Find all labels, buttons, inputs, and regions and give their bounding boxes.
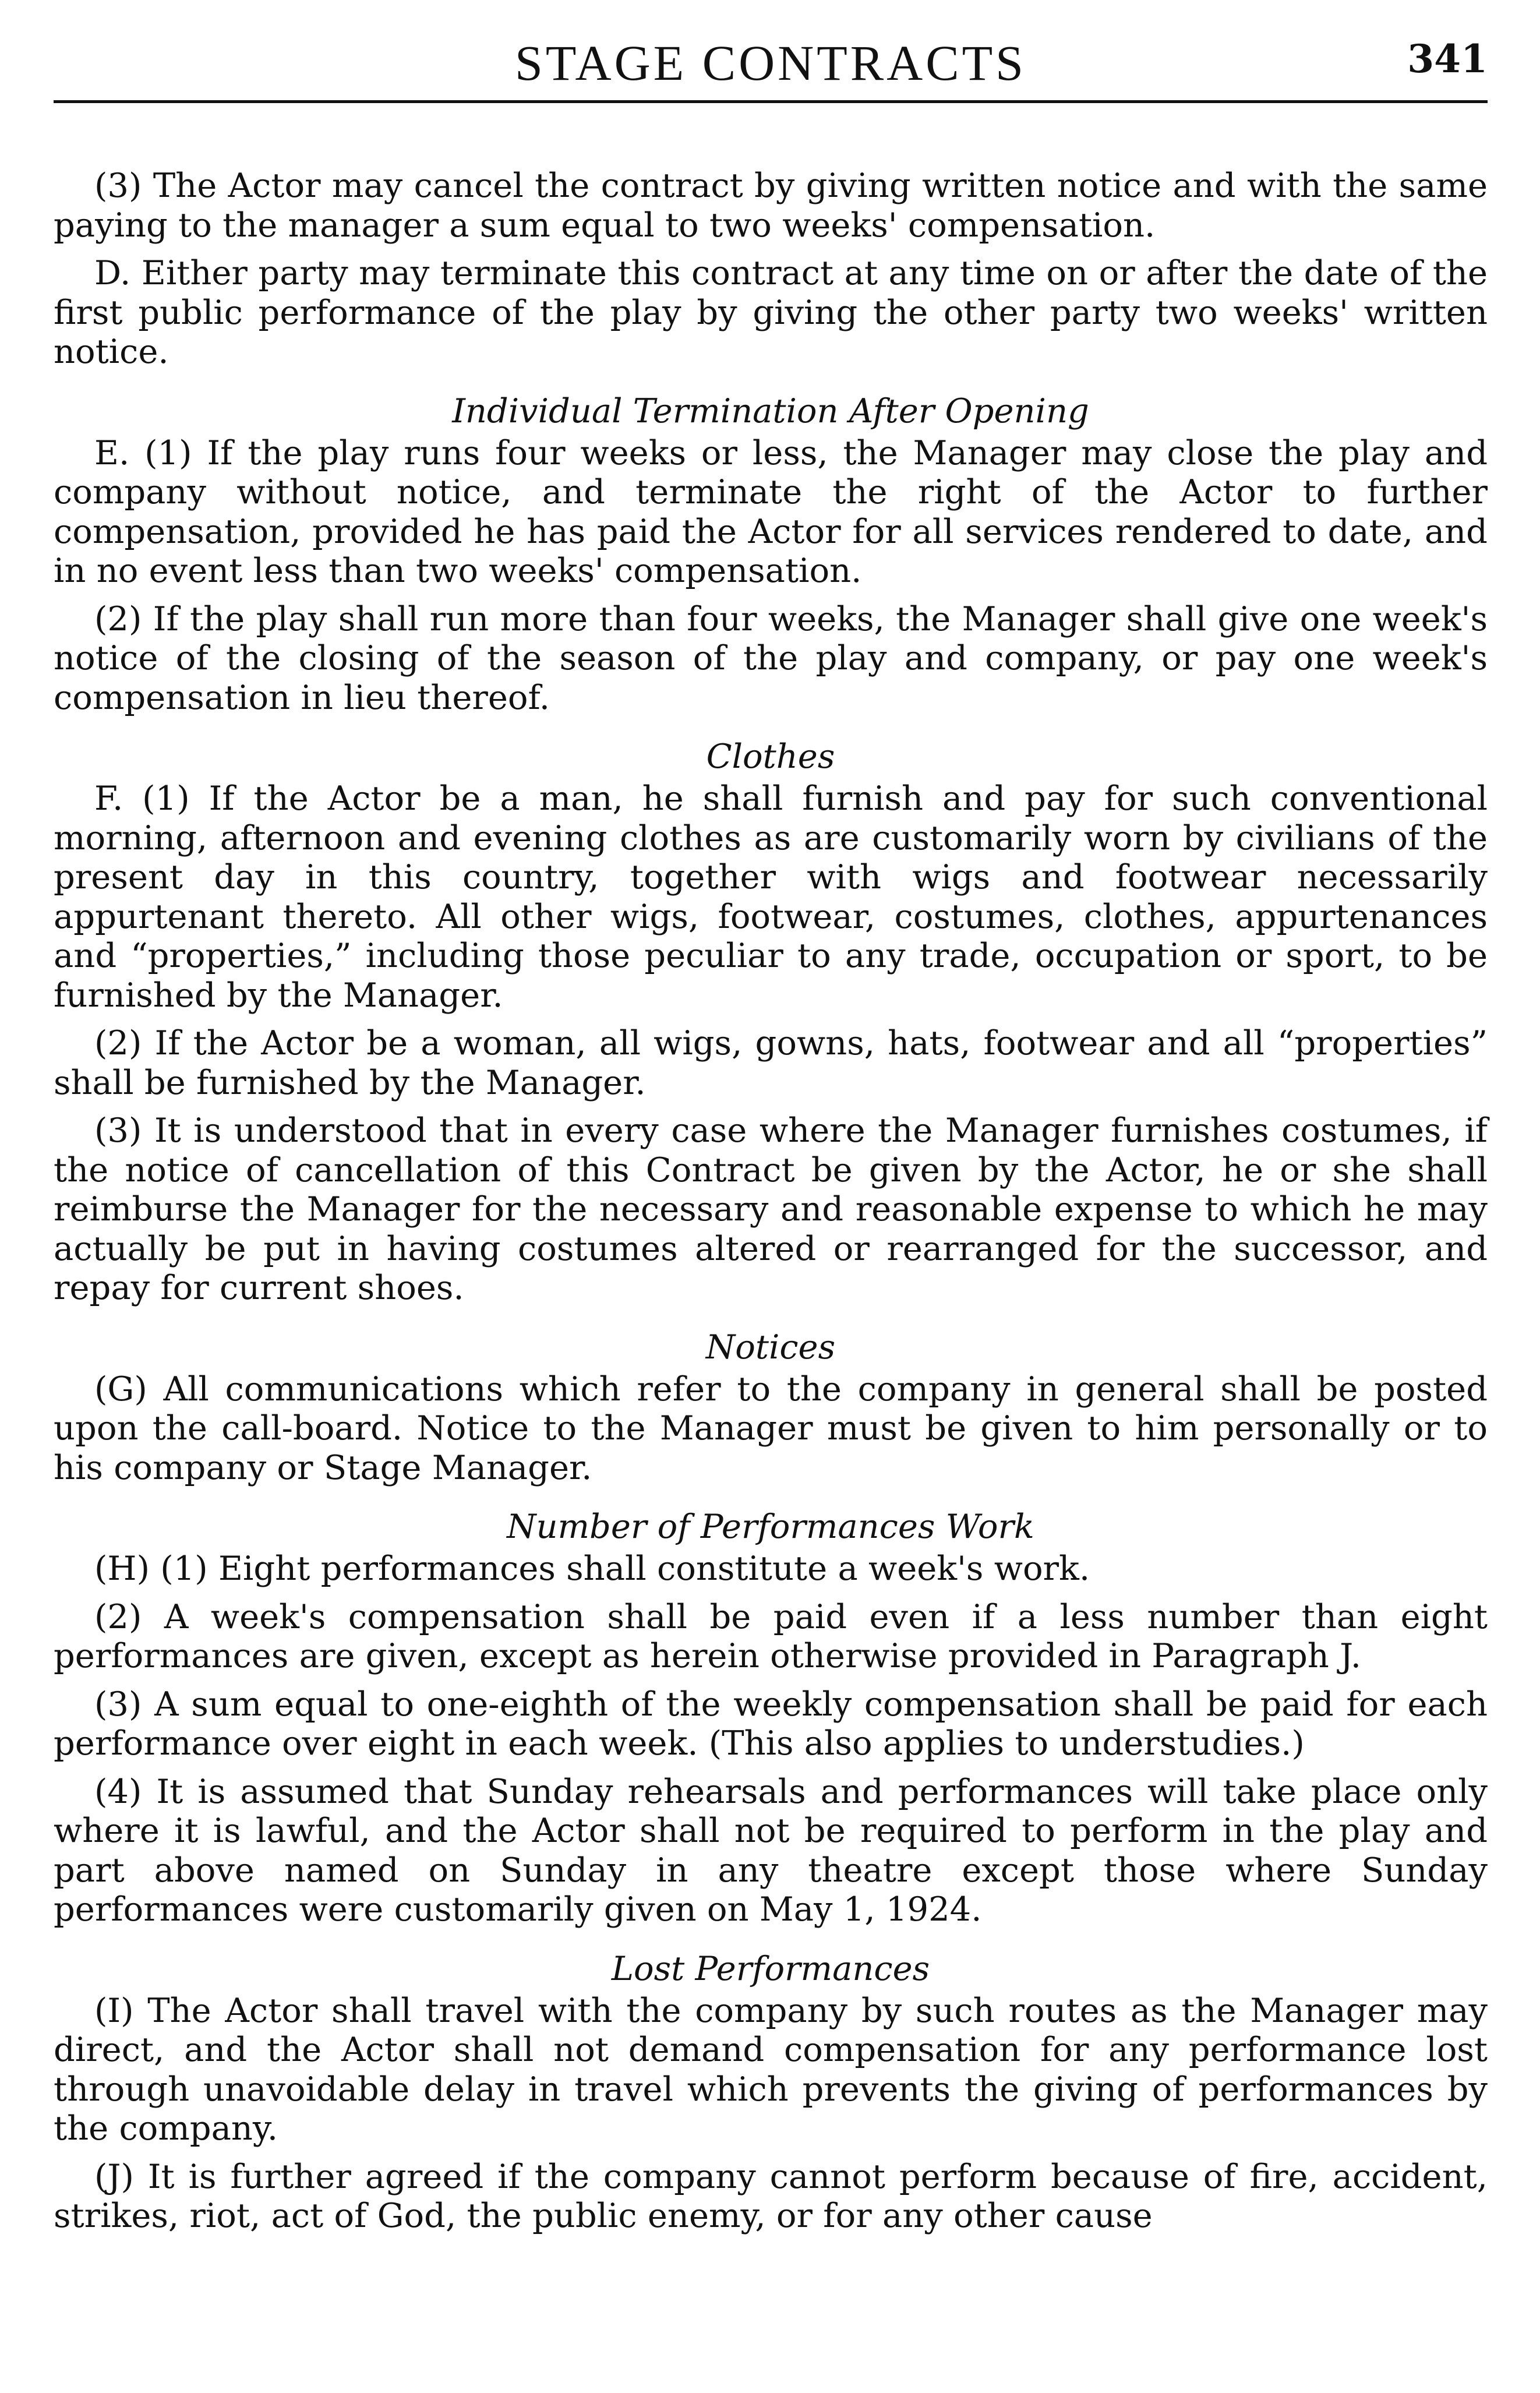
paragraph-e-1: E. (1) If the play runs four weeks or less, the Manager may close the play and company without notice, and terminate the right of the Actor to further compensation, provided he has paid the Actor for all services rendered to date, and in no event less than two weeks' compensation. (54, 433, 1488, 590)
page-number: 341 (1407, 36, 1488, 82)
heading-notices: Notices (705, 1327, 836, 1367)
heading-number-of-performances: Number of Performances Work (507, 1507, 1034, 1546)
heading-lost-performances: Lost Performances (611, 1949, 930, 1988)
paragraph-h-2: (2) A week's compensation shall be paid even if a less number than eight performances are given, except as herein otherwise provided in Paragraph J. (54, 1597, 1488, 1675)
running-head (54, 0, 1488, 102)
paragraph-g: (G) All communications which refer to the company in general shall be posted upon the call-board. Notice to the Manager must be given to him personally or to his company or Stage Manager. (54, 1369, 1488, 1487)
paragraph-f-3: (3) It is understood that in every case where the Manager furnishes costumes, if the notice of cancellation of this Contract be given by the Actor, he or she shall reimburse the Manager for the necessary and reasonable expense to which he may actually be put in having costumes altered or rearranged for the successor, and repay for current shoes. (54, 1111, 1488, 1307)
paragraph-h-3: (3) A sum equal to one-eighth of the weekly compensation shall be paid for each performance over eight in each week. (This also applies to understudies.) (54, 1684, 1488, 1763)
paragraph-f-1: F. (1) If the Actor be a man, he shall furnish and pay for such conventional morning, afternoon and evening clothes as are customarily worn by civilians of the present day in this country, together with wigs and footwear necessarily appurtenant thereto. All other wigs, footwear, costumes, clothes, appurtenances and “properties,” including those peculiar to any trade, occupation or sport, to be furnished by the Manager. (54, 779, 1488, 1015)
header-rule (54, 100, 1488, 103)
body-text (54, 102, 1488, 2236)
paragraph-h-1: (H) (1) Eight performances shall constitute a week's work. (94, 1549, 1090, 1588)
paragraph-3-actor-cancel: (3) The Actor may cancel the contract by giving written notice and with the same paying to the manager a sum equal to two weeks' compensation. (54, 166, 1488, 245)
paragraph-f-2: (2) If the Actor be a woman, all wigs, gowns, hats, footwear and all “properties” shall be furnished by the Manager. (54, 1023, 1488, 1102)
paragraph-i: (I) The Actor shall travel with the company by such routes as the Manager may direct, and the Actor shall not demand compensation for any performance lost through unavoidable delay in travel which prevents the giving of performances by the company. (54, 1990, 1488, 2148)
paragraph-h-4: (4) It is assumed that Sunday rehearsals and performances will take place only where it is lawful, and the Actor shall not be required to perform in the play and part above named on Sunday in any theatre except those where Sunday performances were customarily given on May 1, 1924. (54, 1771, 1488, 1929)
paragraph-d-termination: D. Either party may terminate this contract at any time on or after the date of the first public performance of the play by giving the other party two weeks' written notice. (54, 253, 1488, 371)
running-head-title: STAGE CONTRACTS (514, 35, 1027, 91)
paragraph-e-2: (2) If the play shall run more than four weeks, the Manager shall give one week's notice of the closing of the season of the play and company, or pay one week's compensation in lieu thereof. (54, 599, 1488, 717)
heading-clothes: Clothes (706, 737, 835, 776)
heading-individual-termination: Individual Termination After Opening (452, 391, 1089, 430)
paragraph-j: (J) It is further agreed if the company cannot perform because of fire, accident, strikes, riot, act of God, the public enemy, or for any other cause (54, 2156, 1488, 2235)
